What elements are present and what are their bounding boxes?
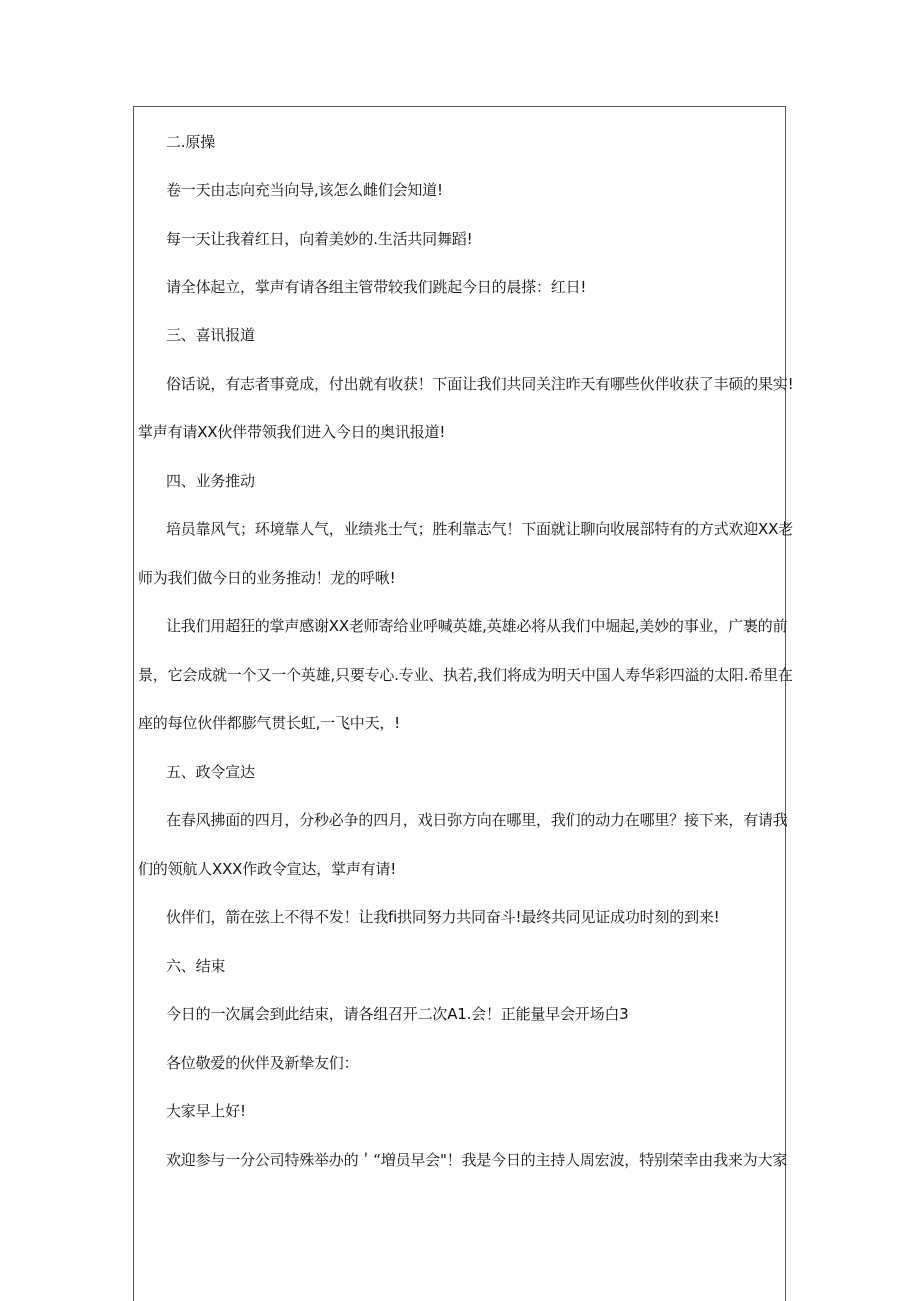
- paragraph-line: 座的每位伙伴都膨气贯长虹,一飞中天，!: [138, 714, 400, 732]
- section-heading-6: 六、结束: [166, 957, 226, 975]
- document-page: [133, 106, 794, 1301]
- paragraph-line: 请全体起立，掌声有请各组主管带较我们跳起今日的晨搽：红日!: [166, 278, 587, 296]
- paragraph-line: 每一天让我着红日，向着美妙的.生活共同舞蹈!: [166, 230, 473, 248]
- paragraph-line: 在春风拂面的四月，分秒必争的四月，戏日弥方向在哪里，我们的动力在哪里？接下来，有请我: [166, 811, 788, 829]
- section-heading-2: 二.原操: [166, 133, 215, 151]
- section-heading-3: 三、喜讯报道: [166, 326, 255, 344]
- paragraph-line: 今日的一次属会到此结束，请各组召开二次A1.会！正能量早会开场白3: [166, 1005, 629, 1023]
- paragraph-line: 伙伴们，箭在弦上不得不发！让我fi拱同努力共同奋斗!最终共同见证成功时刻的到来!: [166, 908, 720, 926]
- paragraph-line: 卷一天由志向充当向导,该怎么雌们会知道!: [166, 181, 443, 199]
- paragraph-line: 们的领航人XXX作政令宣达，掌声有请!: [138, 860, 397, 878]
- paragraph-line: 各位敬爱的伙伴及新挚友们：: [166, 1054, 359, 1072]
- paragraph-line: 欢迎参与一分公司特殊举办的＇“増员早会"！我是今日的主持人周宏波，特别荣幸由我来为大家: [166, 1151, 788, 1169]
- paragraph-line: 师为我们做今日的业务推动！龙的呼啾!: [138, 569, 396, 587]
- paragraph-line: 掌声有请XX伙伴带领我们进入今日的奥讯报道!: [138, 423, 446, 441]
- paragraph-line: 大家早上好!: [166, 1102, 246, 1120]
- paragraph-line: 培员靠风气；环境靠人气，业绩兆士气；胜利靠志气！下面就让聊向收展部特有的方式欢迎XX老: [166, 520, 793, 538]
- section-heading-4: 四、业务推动: [166, 472, 255, 490]
- paragraph-line: 俗话说，有志者事竟成，付出就有收获！下面让我们共同关注昨天有哪些伙伴收获了丰硕的果实!: [166, 375, 794, 393]
- section-heading-5: 五、政令宣达: [166, 763, 255, 781]
- paragraph-line: 让我们用超狂的掌声感谢XX老师寄给业呼喊英雄,英雄必将从我们中堀起,美妙的事业，广裹的前: [166, 617, 788, 635]
- paragraph-line: 景，它会成就一个又一个英雄,只要专心.专业、执若,我们将成为明天中国人寿华彩四溢的太阳.希里在: [138, 666, 793, 684]
